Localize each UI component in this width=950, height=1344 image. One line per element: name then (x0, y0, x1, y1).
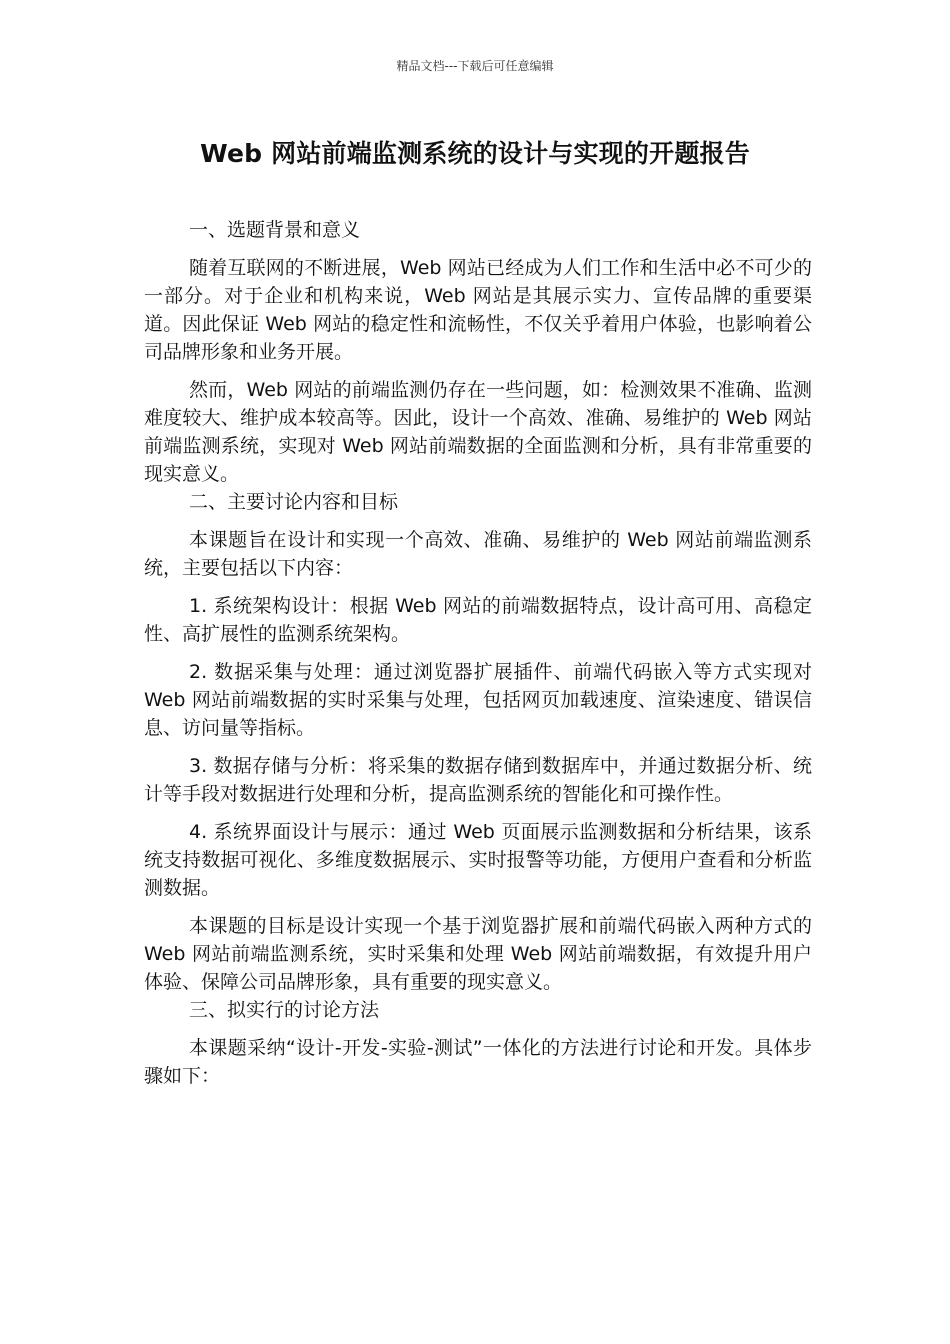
paragraph-content-intro: 本课题旨在设计和实现一个高效、准确、易维护的 Web 网站前端监测系统，主要包括以下内容： (144, 529, 812, 579)
list-item-data-storage: 3. 数据存储与分析：将采集的数据存储到数据库中，并通过数据分析、统计等手段对数据进行处理和分析，提高监测系统的智能化和可操作性。 (144, 755, 812, 805)
section-heading-background: 一、选题背景和意义 (189, 219, 361, 241)
list-item-system-architecture: 1. 系统架构设计：根据 Web 网站的前端数据特点，设计高可用、高稳定性、高扩展性的监测系统架构。 (144, 595, 812, 645)
paragraph-background-2: 然而，Web 网站的前端监测仍存在一些问题，如：检测效果不准确、监测难度较大、维护成本较高等。因此，设计一个高效、准确、易维护的 Web 网站前端监测系统，实现对 Web 网站前端数据的全面监测和分析，具有非常重要的现实意义。 (144, 379, 812, 485)
paragraph-project-goal: 本课题的目标是设计实现一个基于浏览器扩展和前端代码嵌入两种方式的 Web 网站前端监测系统，实时采集和处理 Web 网站前端数据，有效提升用户体验、保障公司品牌形象，具有重要的现实意义。 (144, 915, 812, 993)
list-item-interface-design: 4. 系统界面设计与展示：通过 Web 页面展示监测数据和分析结果，该系统支持数据可视化、多维度数据展示、实时报警等功能，方便用户查看和分析监测数据。 (144, 821, 812, 899)
list-item-data-collection: 2. 数据采集与处理：通过浏览器扩展插件、前端代码嵌入等方式实现对 Web 网站前端数据的实时采集与处理，包括网页加载速度、渲染速度、错误信息、访问量等指标。 (144, 661, 812, 739)
section-heading-content-goals: 二、主要讨论内容和目标 (189, 491, 399, 513)
document-body (144, 216, 812, 1090)
paragraph-methods: 本课题采纳“设计-开发-实验-测试”一体化的方法进行讨论和开发。具体步骤如下： (144, 1037, 812, 1087)
document-title: Web 网站前端监测系统的设计与实现的开题报告 (200, 139, 750, 168)
paragraph-background-1: 随着互联网的不断进展，Web 网站已经成为人们工作和生活中必不可少的一部分。对于企业和机构来说，Web 网站是其展示实力、宣传品牌的重要渠道。因此保证 Web 网站的稳定性和流畅性，不仅关乎着用户体验，也影响着公司品牌形象和业务开展。 (144, 257, 812, 363)
section-heading-methods: 三、拟实行的讨论方法 (189, 999, 380, 1021)
header-note: 精品文档---下载后可任意编辑 (396, 59, 554, 73)
